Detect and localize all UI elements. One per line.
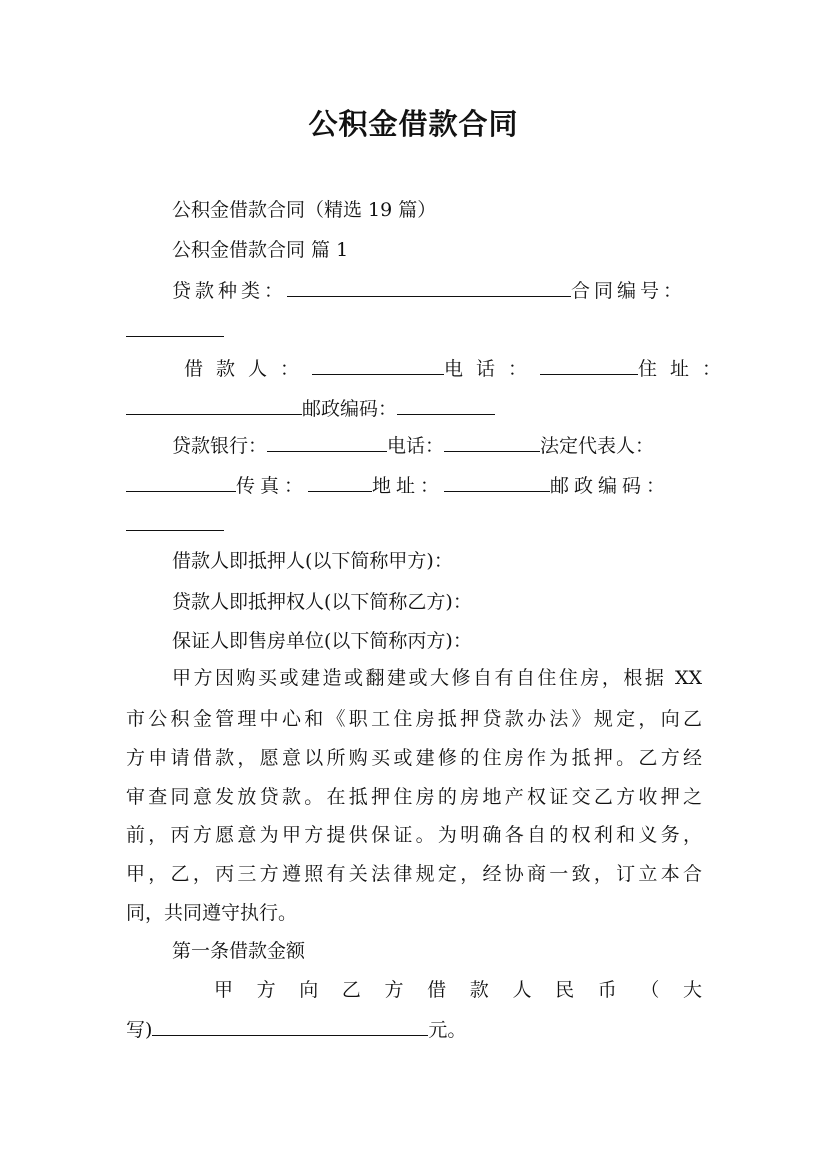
borrower-blank	[312, 356, 444, 375]
loan-type-label: 贷款种类：	[172, 280, 288, 302]
lender-postcode-label: 邮政编码：	[550, 475, 671, 497]
lender-address-label: 地址：	[372, 475, 445, 497]
lender-address-blank	[444, 473, 550, 492]
borrower-address-label: 住址：	[638, 358, 735, 380]
paragraph-line: 甲，乙，丙三方遵照有关法律规定，经协商一致，订立本合	[126, 863, 702, 885]
loan-amount-capital-line	[126, 1017, 466, 1042]
lender-bank-label: 贷款银行：	[172, 435, 268, 457]
paragraph-line: 前，丙方愿意为甲方提供保证。为明确各自的权利和义务，	[126, 824, 702, 846]
currency-unit: 元。	[428, 1019, 467, 1041]
loan-type-line	[172, 278, 686, 303]
fax-blank	[308, 473, 372, 492]
loan-amount-line: 甲方向乙方借款人民币（大	[214, 979, 702, 1001]
contract-number-line	[126, 318, 224, 343]
party-a-definition: 借款人即抵押人(以下简称甲方)：	[172, 550, 453, 572]
loan-amount-blank	[152, 1017, 428, 1036]
lender-postcode-blank	[126, 512, 224, 531]
borrower-label: 借款人：	[184, 358, 313, 380]
lender-fax-line	[126, 473, 670, 498]
lender-phone-label: 电话：	[387, 435, 445, 457]
legal-rep-blank	[126, 473, 236, 492]
paragraph-line: 方申请借款，愿意以所购买或建修的住房作为抵押。乙方经	[126, 747, 702, 769]
borrower-line	[184, 356, 734, 381]
loan-type-blank	[287, 278, 571, 297]
party-c-definition: 保证人即售房单位(以下简称丙方)：	[172, 630, 472, 652]
lender-bank-blank	[267, 433, 387, 452]
borrower-address-blank	[126, 396, 302, 415]
paragraph-line: 甲方因购买或建造或翻建或大修自有自住住房，根据 XX	[172, 667, 702, 689]
contract-number-label: 合同编号：	[571, 280, 687, 302]
borrower-phone-blank	[540, 356, 638, 375]
borrower-postcode-line	[126, 396, 495, 421]
article-one-heading: 第一条借款金额	[172, 940, 306, 962]
capital-label: 写)	[126, 1019, 153, 1041]
party-b-definition: 贷款人即抵押权人(以下简称乙方)：	[172, 591, 472, 613]
paragraph-line: 市公积金管理中心和《职工住房抵押贷款办法》规定，向乙	[126, 708, 702, 730]
lender-line	[172, 433, 654, 458]
borrower-postcode-blank	[397, 396, 495, 415]
section-heading: 公积金借款合同 篇 1	[172, 239, 349, 261]
lender-phone-blank	[444, 433, 540, 452]
lender-postcode-line	[126, 512, 224, 537]
paragraph-line: 同，共同遵守执行。	[126, 902, 298, 924]
subtitle-line: 公积金借款合同（精选 19 篇）	[172, 199, 437, 221]
fax-label: 传真：	[236, 475, 309, 497]
legal-rep-label: 法定代表人：	[540, 435, 655, 457]
borrower-postcode-label: 邮政编码：	[302, 398, 398, 420]
borrower-phone-label: 电话：	[444, 358, 541, 380]
document-title: 公积金借款合同	[308, 107, 519, 141]
paragraph-line: 审查同意发放贷款。在抵押住房的房地产权证交乙方收押之	[126, 786, 702, 808]
contract-number-blank	[126, 318, 224, 337]
